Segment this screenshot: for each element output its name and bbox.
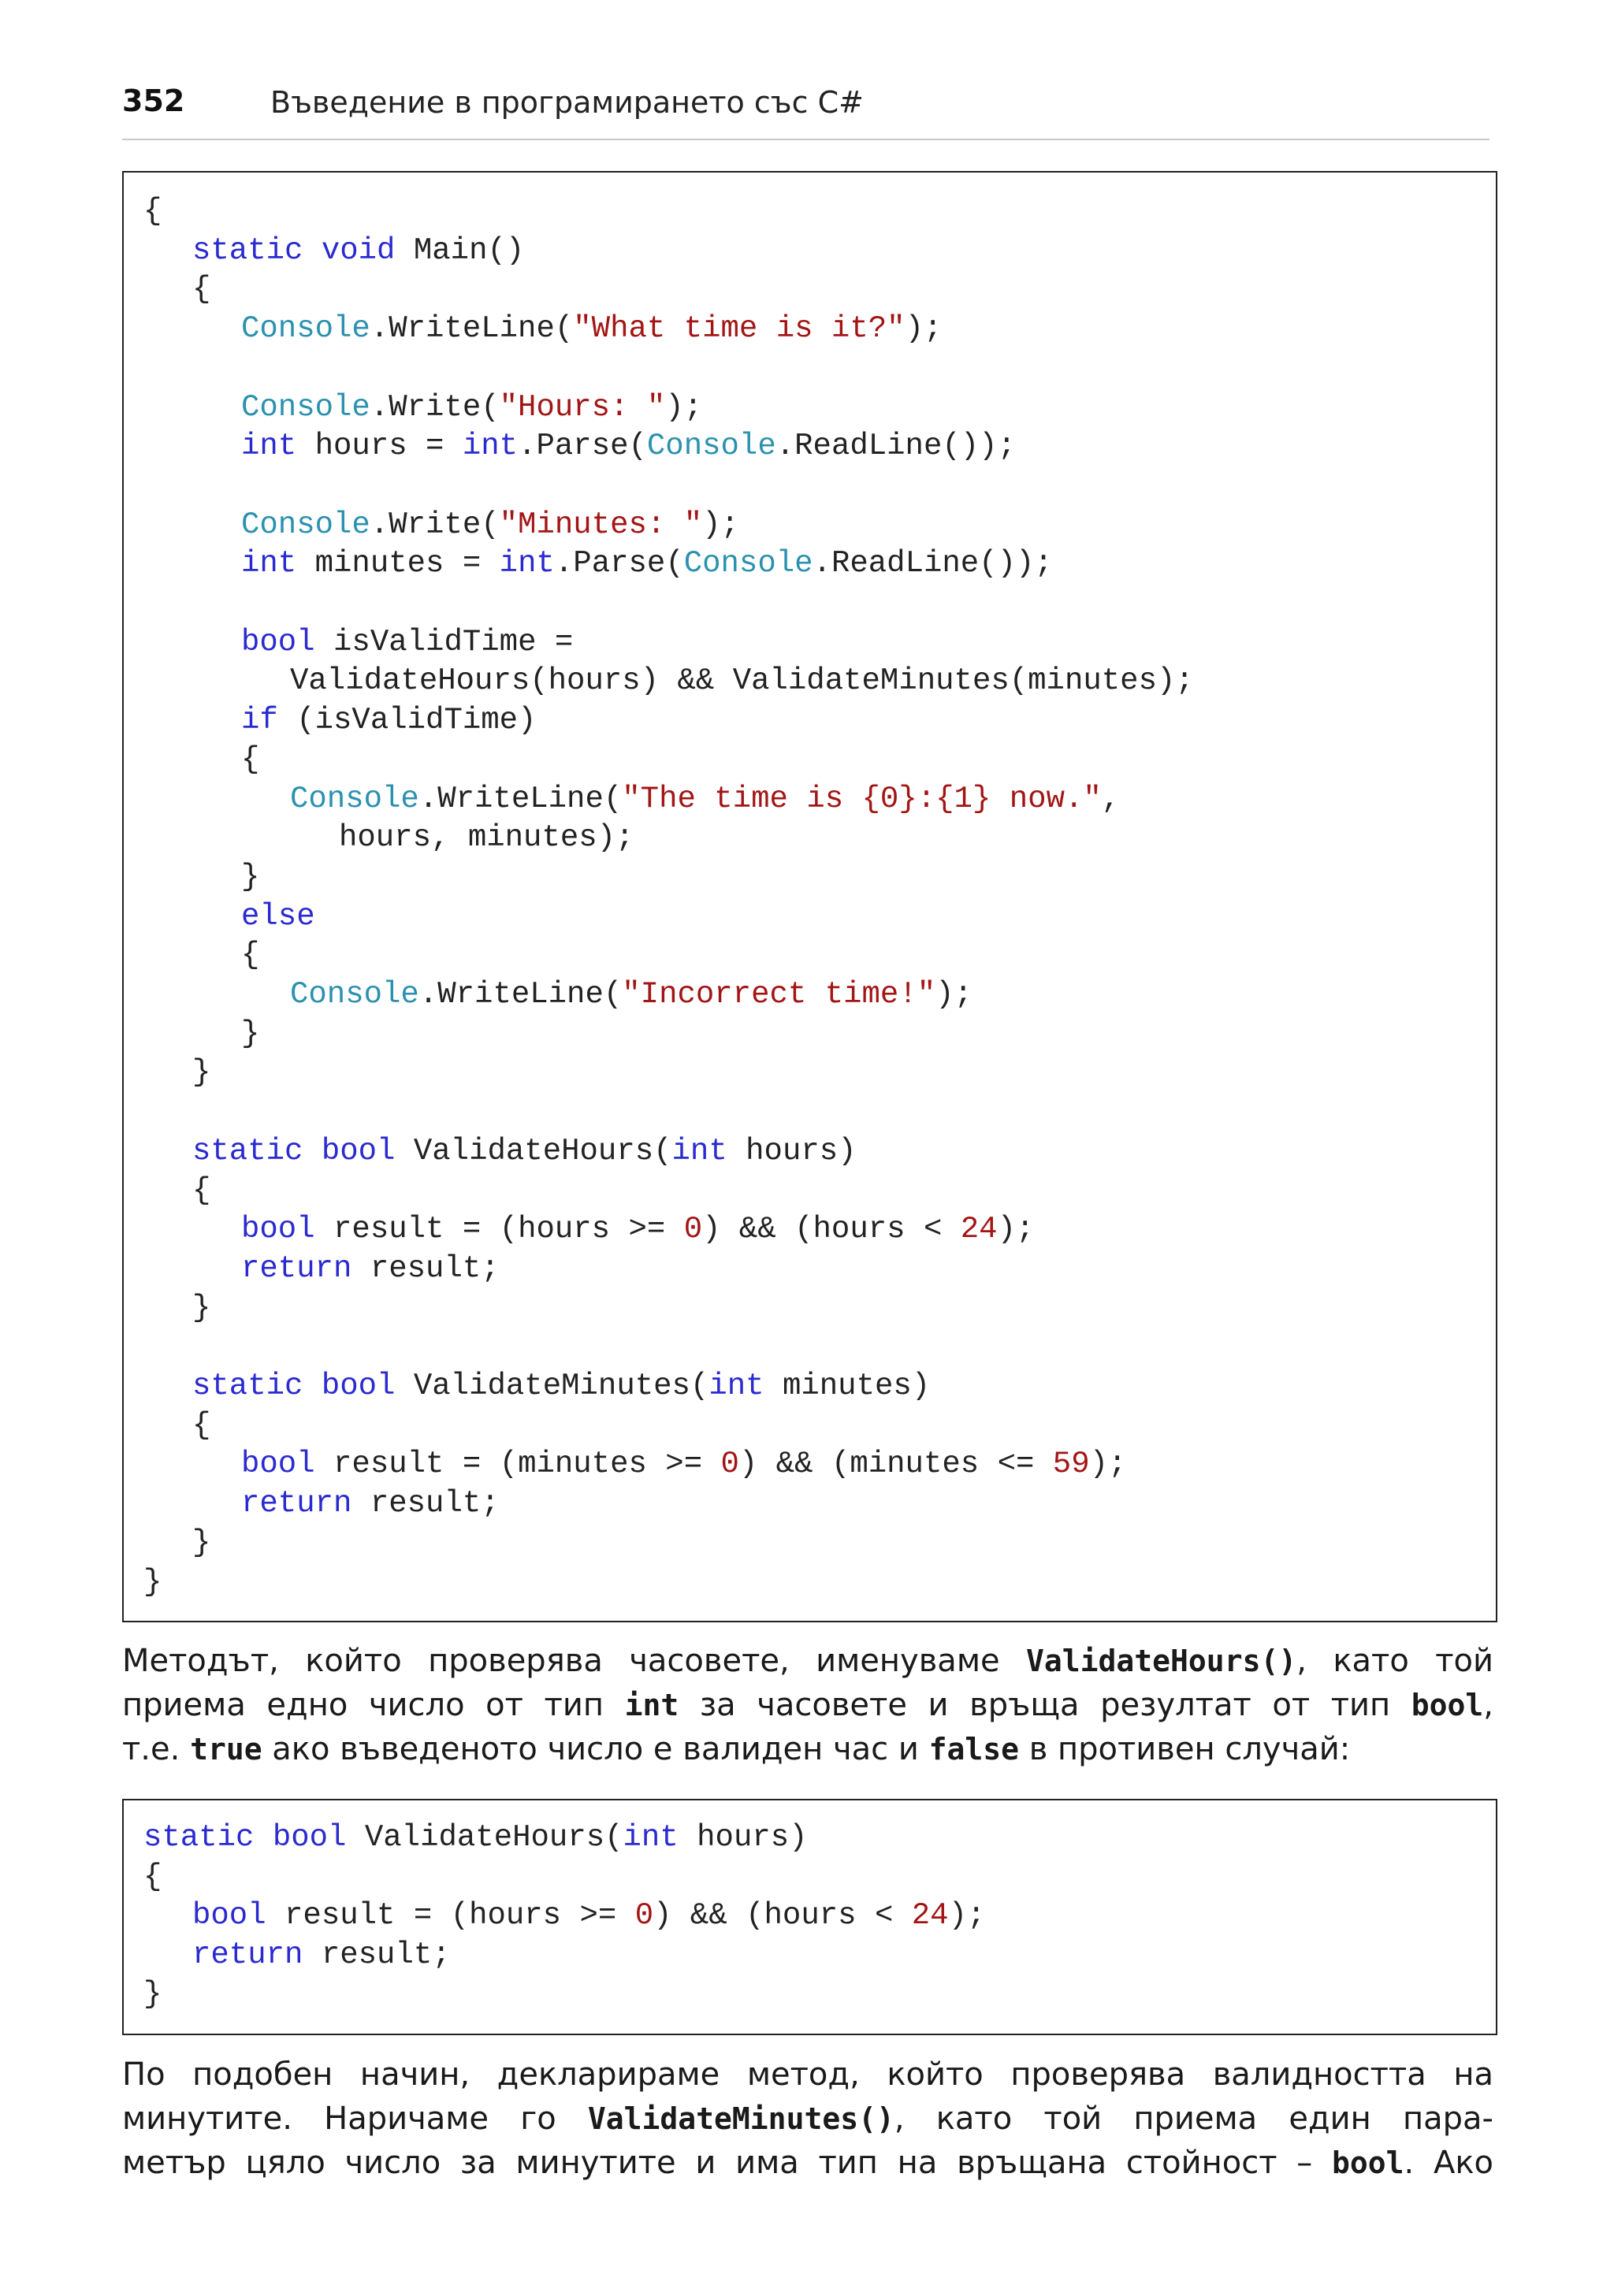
code-token: 24 xyxy=(960,1212,998,1247)
book-title: Въведение в програмирането със C# xyxy=(270,85,864,120)
code-token: "Hours: " xyxy=(499,389,666,425)
code-token: return xyxy=(192,1937,303,1973)
code-token: if xyxy=(241,703,278,738)
code-token: .WriteLine( xyxy=(370,311,574,347)
code-token: hours) xyxy=(727,1133,857,1168)
paragraph-line xyxy=(122,1639,1493,1683)
inline-code: false xyxy=(928,1732,1019,1767)
code-line xyxy=(143,191,162,231)
code-token: .Write( xyxy=(370,507,500,542)
code-token: { xyxy=(143,1859,162,1894)
paragraph-validate-hours xyxy=(122,1639,1493,1773)
code-token: result = (minutes >= xyxy=(314,1447,721,1482)
inline-code: ValidateMinutes() xyxy=(587,2101,894,2136)
code-line xyxy=(241,935,259,975)
code-token: 0 xyxy=(634,1898,654,1934)
code-token: bool xyxy=(272,1820,347,1855)
code-token: ); xyxy=(905,311,943,347)
code-token: int xyxy=(671,1133,727,1168)
code-token: Main() xyxy=(395,232,525,268)
code-token: Console xyxy=(683,546,813,581)
code-token: static xyxy=(143,1820,255,1855)
code-token: "The time is {0}:{1} now." xyxy=(622,781,1102,816)
code-token xyxy=(303,1369,321,1403)
code-token: { xyxy=(143,194,162,228)
code-token: ) && (hours < xyxy=(702,1212,961,1247)
text-run: . Ако xyxy=(1404,2145,1493,2181)
inline-code: int xyxy=(624,1688,679,1722)
code-token: } xyxy=(241,1016,260,1051)
code-token: .WriteLine( xyxy=(418,977,623,1012)
code-token: .Write( xyxy=(370,389,500,425)
code-line xyxy=(241,1014,259,1053)
code-token: { xyxy=(192,1172,211,1208)
text-run: в противен случай: xyxy=(1018,1731,1351,1767)
code-token: } xyxy=(143,1564,162,1599)
code-token: minutes = xyxy=(296,546,500,581)
code-line xyxy=(192,1523,210,1562)
code-token: else xyxy=(241,898,315,934)
inline-code: bool xyxy=(1411,1688,1484,1722)
code-token: } xyxy=(143,1976,162,2012)
code-token: static xyxy=(192,1369,303,1403)
code-token: ValidateMinutes( xyxy=(395,1369,709,1403)
code-line xyxy=(192,1131,857,1171)
code-token: bool xyxy=(321,1369,396,1403)
code-token: bool xyxy=(321,1133,396,1168)
code-token: 0 xyxy=(720,1447,739,1482)
code-token: ); xyxy=(997,1212,1035,1247)
text-run: Методът, който проверява часовете, именуваме xyxy=(122,1643,1027,1679)
code-token: hours) xyxy=(678,1820,808,1855)
code-listing-main xyxy=(122,171,1497,1622)
text-run: , като той xyxy=(1296,1643,1493,1679)
code-line xyxy=(241,857,259,897)
code-line xyxy=(192,269,210,309)
code-line xyxy=(241,505,739,544)
code-line xyxy=(241,544,1053,583)
code-token: .ReadLine()); xyxy=(775,429,1016,464)
code-token: int xyxy=(241,429,297,464)
code-token: result = (hours >= xyxy=(266,1898,635,1934)
paragraph-line xyxy=(122,1683,1493,1727)
page-header xyxy=(122,79,1489,140)
code-token: "Incorrect time!" xyxy=(622,977,936,1012)
code-token: Console xyxy=(241,311,370,347)
code-listing-validate-hours xyxy=(122,1799,1497,2035)
inline-code: true xyxy=(190,1732,262,1767)
code-line xyxy=(241,388,702,427)
inline-code: ValidateHours() xyxy=(1026,1644,1297,1678)
code-token: bool xyxy=(192,1898,266,1934)
code-token: hours = xyxy=(296,429,463,464)
code-line xyxy=(192,231,524,270)
text-run: приема едно число от тип xyxy=(122,1687,625,1723)
code-line xyxy=(192,1406,210,1445)
inline-code: bool xyxy=(1332,2146,1404,2180)
code-token: Console xyxy=(290,977,419,1012)
code-line xyxy=(143,1562,162,1602)
code-line xyxy=(192,1896,985,1935)
code-line xyxy=(241,426,1016,466)
code-token: result; xyxy=(351,1250,500,1286)
text-run: , xyxy=(1483,1687,1493,1723)
code-token: ); xyxy=(948,1898,986,1934)
code-token: , xyxy=(1101,781,1121,816)
paragraph-line xyxy=(122,2097,1493,2141)
text-run: метър цяло число за минутите и има тип на връщана стойност – xyxy=(122,2145,1333,2181)
code-token: ) && (minutes <= xyxy=(738,1447,1053,1482)
text-run: минутите. Наричаме го xyxy=(122,2101,588,2137)
paragraph-line xyxy=(122,2053,1493,2097)
code-line xyxy=(241,740,259,779)
code-line xyxy=(143,1857,162,1897)
code-token: { xyxy=(192,1407,211,1443)
code-token: void xyxy=(321,232,396,268)
code-line xyxy=(290,779,1120,819)
code-token: 0 xyxy=(683,1212,703,1247)
code-token: "What time is it?" xyxy=(573,311,906,347)
code-token: Console xyxy=(241,507,370,542)
code-token: } xyxy=(192,1055,211,1090)
code-line xyxy=(143,1818,808,1857)
code-token: bool xyxy=(241,1212,315,1247)
code-token: 24 xyxy=(911,1898,949,1934)
code-token xyxy=(254,1820,272,1855)
code-line xyxy=(241,622,573,662)
code-token: } xyxy=(241,859,260,894)
code-line xyxy=(241,897,315,936)
paragraph-line xyxy=(122,2141,1493,2185)
code-line xyxy=(241,1484,500,1523)
code-token: .WriteLine( xyxy=(418,781,623,816)
code-token: Console xyxy=(241,389,370,425)
code-line xyxy=(241,309,942,348)
text-run: ако въведеното число е валиден час и xyxy=(262,1731,929,1767)
text-run: По подобен начин, декларираме метод, който проверява валидността на xyxy=(122,2056,1493,2093)
code-token: ); xyxy=(935,977,972,1012)
paragraph-validate-minutes xyxy=(122,2053,1493,2186)
code-token: int xyxy=(462,429,519,464)
code-token: { xyxy=(241,938,260,973)
code-token: isValidTime = xyxy=(314,624,574,659)
code-token: bool xyxy=(241,1447,315,1482)
code-token xyxy=(303,233,321,268)
code-token: (isValidTime) xyxy=(277,703,537,738)
code-token: hours, minutes); xyxy=(339,820,634,856)
code-token: return xyxy=(241,1250,352,1286)
code-token: ) && (hours < xyxy=(653,1898,912,1934)
code-token: return xyxy=(241,1486,352,1521)
paragraph-line xyxy=(122,1727,1493,1771)
code-token: } xyxy=(192,1525,211,1560)
code-token: 59 xyxy=(1052,1447,1090,1482)
code-token xyxy=(303,1134,321,1168)
code-token: "Minutes: " xyxy=(499,507,703,542)
code-line xyxy=(192,1288,210,1328)
code-token: static xyxy=(192,232,303,268)
code-token: result; xyxy=(303,1937,451,1973)
text-run: , като той приема един пара- xyxy=(894,2101,1493,2137)
code-line xyxy=(192,1366,930,1406)
code-token: .Parse( xyxy=(518,429,647,464)
code-token: minutes) xyxy=(764,1369,931,1403)
code-token: { xyxy=(192,272,211,307)
code-token: .ReadLine()); xyxy=(813,546,1053,581)
code-token: } xyxy=(192,1290,211,1325)
code-line xyxy=(290,975,972,1014)
code-line xyxy=(241,1444,1126,1484)
code-token: ValidateHours( xyxy=(395,1133,672,1168)
code-token: ValidateHours( xyxy=(346,1820,623,1855)
code-line xyxy=(192,1171,210,1210)
code-line xyxy=(192,1053,210,1092)
page-number: 352 xyxy=(122,84,185,118)
code-line xyxy=(241,1209,1034,1249)
code-token: .Parse( xyxy=(554,546,684,581)
text-run: за часовете и връща резултат от тип xyxy=(679,1687,1411,1723)
code-token: int xyxy=(241,546,297,581)
code-token: Console xyxy=(646,429,776,464)
code-token: ); xyxy=(1089,1447,1127,1482)
code-token: { xyxy=(241,741,260,777)
code-token: ); xyxy=(665,389,703,425)
text-run: т.е. xyxy=(122,1731,191,1767)
code-token: ); xyxy=(702,507,739,542)
code-token: int xyxy=(708,1369,764,1403)
code-token: int xyxy=(623,1820,679,1855)
code-token: result = (hours >= xyxy=(314,1212,684,1247)
code-line xyxy=(143,1975,162,2014)
code-line xyxy=(241,1249,500,1288)
code-token: ValidateHours(hours) && ValidateMinutes(minutes); xyxy=(290,663,1194,699)
code-token: Console xyxy=(290,781,419,816)
code-line xyxy=(192,1935,451,1975)
code-token: result; xyxy=(351,1486,500,1521)
code-token: static xyxy=(192,1133,303,1168)
code-token: bool xyxy=(241,624,315,659)
code-line xyxy=(241,700,536,740)
code-line xyxy=(339,818,634,857)
code-token: int xyxy=(499,546,555,581)
code-line xyxy=(290,661,1194,700)
